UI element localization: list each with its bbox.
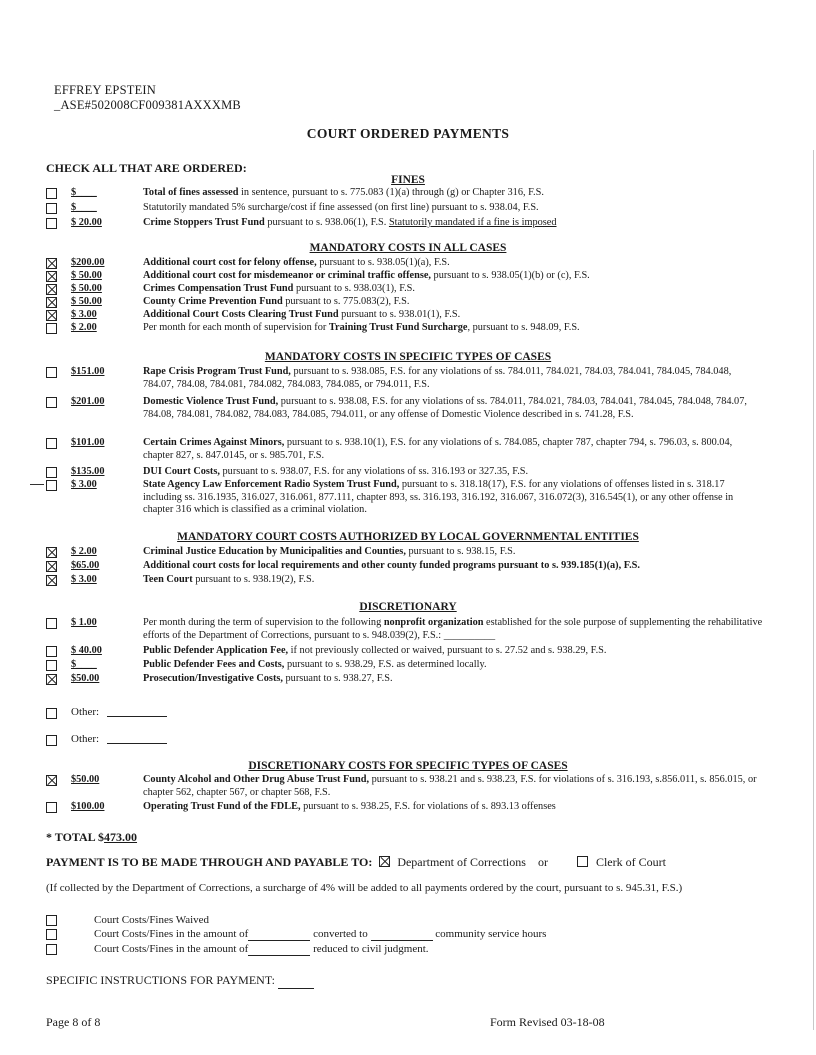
checkbox[interactable] bbox=[46, 323, 57, 334]
item-name: County Crime Prevention Fund bbox=[143, 296, 283, 307]
checked-checkbox[interactable] bbox=[46, 561, 57, 572]
amount: $ 3.00 bbox=[71, 309, 97, 320]
checked-checkbox[interactable] bbox=[46, 575, 57, 586]
item-name: Additional Court Costs Clearing Trust Fund bbox=[143, 309, 339, 320]
item-name: Crime Stoppers Trust Fund bbox=[143, 217, 265, 228]
checkbox[interactable] bbox=[46, 646, 57, 657]
item-text: if not previously collected or waived, pursuant to s. 27.52 and s. 938.29, F.S. bbox=[288, 645, 607, 656]
section-mandatory-all-heading: MANDATORY COSTS IN ALL CASES bbox=[309, 242, 507, 254]
total-label: * TOTAL $ bbox=[46, 830, 105, 844]
item-text: pursuant to s. 938.10(1), F.S. for any violations of s. 784.085, chapter 787, chapter 794, s. 796.03, s. 800.04, chapter 827, s. 847.0145, or s. 985.701, F.S. bbox=[143, 437, 733, 461]
item-name: nonprofit organization bbox=[383, 617, 484, 628]
clerk-checkbox[interactable] bbox=[577, 856, 588, 867]
checkbox[interactable] bbox=[46, 944, 57, 955]
case-number: _ASE#502008CF009381AXXXMB bbox=[54, 98, 241, 112]
defendant-name: EFFREY EPSTEIN bbox=[54, 83, 157, 97]
instructions-blank[interactable] bbox=[278, 973, 314, 989]
item-name: Additional court costs for local requirements and other county funded programs pursuant to s. 939.185(1)(a), F.S. bbox=[143, 560, 640, 571]
item-name: Rape Crisis Program Trust Fund, bbox=[143, 366, 291, 377]
other-label: Other: bbox=[71, 733, 100, 745]
item-text: pursuant to s. 938.15, F.S. bbox=[405, 546, 516, 557]
section-local-heading: MANDATORY COURT COSTS AUTHORIZED BY LOCAL GOVERNMENTAL ENTITIES bbox=[177, 531, 639, 543]
checkbox[interactable] bbox=[46, 397, 57, 408]
amount: $ 50.00 bbox=[71, 296, 102, 307]
checkbox[interactable] bbox=[46, 467, 57, 478]
amount: $ 50.00 bbox=[71, 283, 102, 294]
amount: $50.00 bbox=[71, 774, 100, 785]
item-pre: Per month during the term of supervision to the following bbox=[143, 617, 384, 628]
item-text: pursuant to s. 938.08, F.S. for any violations of ss. 784.011, 784.021, 784.03, 784.041, 784.045, 784.048, 784.07, 784.08, 784.081, 784.082, 784.083, 784.085, 794.011, or any offense of Domestic Violence described in s. 741.28, F.S. bbox=[143, 396, 747, 420]
checkbox[interactable] bbox=[46, 915, 57, 926]
amount: $ 40.00 bbox=[71, 645, 102, 656]
item-name: Additional court cost for felony offense, bbox=[143, 257, 317, 268]
amount: $50.00 bbox=[71, 673, 100, 684]
checked-checkbox[interactable] bbox=[46, 310, 57, 321]
amount: $ 50.00 bbox=[71, 270, 102, 281]
payment-option-doc: Department of Corrections bbox=[397, 855, 526, 869]
checkbox[interactable] bbox=[46, 218, 57, 229]
section-mandatory-specific-heading: MANDATORY COSTS IN SPECIFIC TYPES OF CASES bbox=[264, 351, 552, 363]
page-number: Page 8 of 8 bbox=[46, 1015, 101, 1029]
checkbox[interactable] bbox=[46, 438, 57, 449]
checkbox[interactable] bbox=[46, 188, 57, 199]
stray-mark bbox=[30, 484, 44, 485]
payment-label: PAYMENT IS TO BE MADE THROUGH AND PAYABLE TO: bbox=[46, 855, 373, 869]
hours-blank[interactable] bbox=[371, 928, 433, 941]
checkbox[interactable] bbox=[46, 929, 57, 940]
checkbox[interactable] bbox=[46, 618, 57, 629]
amount-blank[interactable] bbox=[248, 928, 310, 941]
waiver-text: Court Costs/Fines Waived bbox=[94, 914, 210, 926]
other-label: Other: bbox=[71, 706, 100, 718]
waiver-text: reduced to civil judgment. bbox=[313, 943, 429, 955]
waiver-text: Court Costs/Fines in the amount of bbox=[94, 943, 249, 955]
item-name: Total of fines assessed bbox=[143, 187, 239, 198]
amount-blank[interactable] bbox=[248, 943, 310, 956]
item-name: Domestic Violence Trust Fund, bbox=[143, 396, 279, 407]
checked-checkbox[interactable] bbox=[46, 258, 57, 269]
item-text: pursuant to s. 938.21 and s. 938.23, F.S. for violations of s. 316.193, s.856.011, s. 856.015, or chapter 562, chapter 567, or chapter 568, F.S. bbox=[143, 774, 757, 798]
checkbox[interactable] bbox=[46, 660, 57, 671]
item-note: Statutorily mandated if a fine is imposed bbox=[388, 217, 557, 228]
scan-edge-line bbox=[813, 150, 814, 1030]
item-text: , pursuant to s. 948.09, F.S. bbox=[467, 322, 580, 333]
payment-line bbox=[46, 855, 666, 870]
check-all-instruction: CHECK ALL THAT ARE ORDERED: bbox=[46, 161, 247, 175]
item-name: County Alcohol and Other Drug Abuse Trust Fund, bbox=[143, 774, 370, 785]
amount: $101.00 bbox=[71, 437, 105, 448]
item-text: pursuant to s. 938.05(1)(a), F.S. bbox=[316, 257, 450, 268]
checkbox[interactable] bbox=[46, 480, 57, 491]
checked-checkbox[interactable] bbox=[46, 271, 57, 282]
checked-checkbox[interactable] bbox=[46, 547, 57, 558]
item-name: Crimes Compensation Trust Fund bbox=[143, 283, 294, 294]
amount: $135.00 bbox=[71, 466, 105, 477]
specific-instructions bbox=[46, 973, 314, 989]
payment-or: or bbox=[537, 855, 548, 869]
amount: $ 1.00 bbox=[71, 617, 97, 628]
amount: $ 20.00 bbox=[71, 217, 102, 228]
amount: $200.00 bbox=[71, 257, 105, 268]
item-text: pursuant to s. 938.085, F.S. for any violations of ss. 784.011, 784.021, 784.03, 784.041, 784.045, 784.048, 784.07, 784.08, 784.081, 784.082, 784.083, 784.085, or 794.011, F.S. bbox=[143, 366, 732, 390]
checkbox[interactable] bbox=[46, 367, 57, 378]
item-pre: Per month for each month of supervision for bbox=[143, 322, 329, 333]
item-text: established for the sole purpose of supplementing the rehabilitative efforts of the Department of Corrections, pursuant to s. 948.039(2), F.S.: __________ bbox=[143, 617, 763, 641]
page-title: COURT ORDERED PAYMENTS bbox=[306, 126, 510, 141]
item-name: Additional court cost for misdemeanor or criminal traffic offense, bbox=[143, 270, 431, 281]
checked-checkbox[interactable] bbox=[46, 775, 57, 786]
checkbox[interactable] bbox=[46, 708, 57, 719]
item-text: pursuant to s. 938.01(1), F.S. bbox=[338, 309, 461, 320]
item-text: in sentence, pursuant to s. 775.083 (1)(a) through (g) or Chapter 316, F.S. bbox=[238, 187, 544, 198]
item-text: pursuant to s. 938.03(1), F.S. bbox=[293, 283, 415, 294]
amount: $____ bbox=[71, 202, 97, 213]
amount: $201.00 bbox=[71, 396, 105, 407]
checked-checkbox[interactable] bbox=[46, 297, 57, 308]
amount: $ 3.00 bbox=[71, 479, 97, 490]
item-name: Teen Court bbox=[143, 574, 193, 585]
item-text: pursuant to s. 938.19(2), F.S. bbox=[192, 574, 315, 585]
item-text: pursuant to s. 775.083(2), F.S. bbox=[282, 296, 410, 307]
amount: $151.00 bbox=[71, 366, 105, 377]
amount: $65.00 bbox=[71, 560, 100, 571]
item-text: pursuant to s. 938.07, F.S. for any violations of ss. 316.193 or 327.35, F.S. bbox=[219, 466, 529, 477]
item-name: Prosecution/Investigative Costs, bbox=[143, 673, 283, 684]
form-revision: Form Revised 03-18-08 bbox=[490, 1015, 605, 1029]
item-name: Public Defender Application Fee, bbox=[143, 645, 289, 656]
checkbox[interactable] bbox=[46, 203, 57, 214]
item-text: pursuant to s. 938.27, F.S. bbox=[282, 673, 393, 684]
other-blank[interactable] bbox=[107, 743, 167, 744]
waiver-text: Court Costs/Fines in the amount of bbox=[94, 928, 249, 940]
section-fines-heading: FINES bbox=[391, 174, 425, 186]
checkbox[interactable] bbox=[46, 735, 57, 746]
amount: $ 2.00 bbox=[71, 322, 97, 333]
section-discretionary-heading: DISCRETIONARY bbox=[359, 601, 457, 613]
item-text: pursuant to s. 318.18(17), F.S. for any violations of offenses listed in s. 318.17 including ss. 316.1935, 316.027, 316.061, 877.111, chapter 893, ss. 316.193, 316.192, 316.067, 316.072(3), 316.545(1), or any other offense in chapter 316 which is classified as a criminal violation. bbox=[143, 479, 734, 516]
doc-checkbox[interactable] bbox=[379, 856, 390, 867]
amount: $ 3.00 bbox=[71, 574, 97, 585]
specific-instructions-label: SPECIFIC INSTRUCTIONS FOR PAYMENT: bbox=[46, 973, 275, 987]
item-text: pursuant to s. 938.05(1)(b) or (c), F.S. bbox=[430, 270, 590, 281]
checkbox[interactable] bbox=[46, 802, 57, 813]
item-name: Certain Crimes Against Minors, bbox=[143, 437, 285, 448]
checked-checkbox[interactable] bbox=[46, 674, 57, 685]
item-name: Training Trust Fund Surcharge bbox=[328, 322, 468, 333]
item-name: State Agency Law Enforcement Radio System Trust Fund, bbox=[143, 479, 400, 490]
item-name: Public Defender Fees and Costs, bbox=[143, 659, 285, 670]
payment-option-clerk: Clerk of Court bbox=[595, 855, 666, 869]
item-text: pursuant to s. 938.06(1), F.S. bbox=[264, 217, 389, 228]
total-line bbox=[46, 830, 137, 845]
amount: $ 2.00 bbox=[71, 546, 97, 557]
item-text: pursuant to s. 938.25, F.S. for violations of s. 893.13 offenses bbox=[300, 801, 556, 812]
amount: $100.00 bbox=[71, 801, 105, 812]
item-name: Criminal Justice Education by Municipalities and Counties, bbox=[143, 546, 406, 557]
amount: $____ bbox=[71, 187, 97, 198]
item-text: Statutorily mandated 5% surcharge/cost if fine assessed (on first line) pursuant to s. 938.04, F.S. bbox=[143, 202, 539, 213]
amount: $____ bbox=[71, 659, 97, 670]
item-name: Operating Trust Fund of the FDLE, bbox=[143, 801, 301, 812]
waiver-text: community service hours bbox=[435, 928, 547, 940]
waiver-text: converted to bbox=[313, 928, 368, 940]
item-text: pursuant to s. 938.29, F.S. as determined locally. bbox=[284, 659, 487, 670]
other-blank[interactable] bbox=[107, 716, 167, 717]
item-name: DUI Court Costs, bbox=[143, 466, 220, 477]
surcharge-note: (If collected by the Department of Corrections, a surcharge of 4% will be added to all payments ordered by the court, pursuant to s. 945.31, F.S.) bbox=[46, 882, 683, 894]
checked-checkbox[interactable] bbox=[46, 284, 57, 295]
total-value: 473.00 bbox=[104, 830, 138, 844]
section-disc-specific-heading: DISCRETIONARY COSTS FOR SPECIFIC TYPES OF CASES bbox=[248, 760, 568, 772]
